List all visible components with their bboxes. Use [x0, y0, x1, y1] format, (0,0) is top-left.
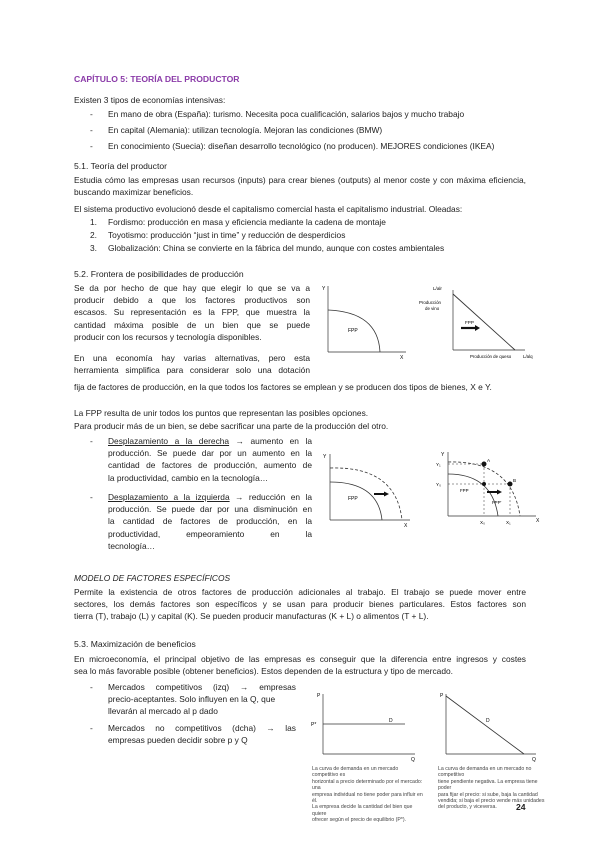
fpp-chart [318, 280, 410, 362]
arrow-head [384, 492, 389, 497]
y-axis-label: L/alr [433, 286, 442, 291]
list-item: 2. Toyotismo: producción “just in time” y reducción de desperdicios [90, 230, 346, 240]
point-a [482, 462, 487, 467]
modelo-title: MODELO DE FACTORES ESPECÍFICOS [74, 573, 231, 583]
point-b-label: B [513, 478, 517, 483]
q-axis-label: Q [532, 757, 536, 762]
s52-paragraph-economy-end: fija de factores de producción, en la que todos los factores se emplean y se producen dos tipos de bienes, X e Y. [74, 382, 492, 392]
point-b [508, 482, 513, 487]
section-5-2-title: 5.2. Frontera de posibilidades de producción [74, 269, 244, 279]
arrow-head [497, 490, 502, 495]
chapter-title: CAPÍTULO 5: TEORÍA DEL PRODUCTOR [74, 74, 240, 84]
y-axis-label: Y [441, 452, 445, 458]
s53-paragraph: En microeconomía, el principal objetivo de las empresas es conseguir que la diferencia entre ingresos y costes sea lo más favorable posible (obtener beneficios). Estos dependen de la estructura y tipo de mercado. [74, 654, 526, 677]
y-axis-label: Y [323, 454, 327, 460]
q-axis-label: Q [411, 757, 415, 762]
s52-paragraph-union: La FPP resulta de unir todos los puntos que representan las posibles opciones. [74, 408, 369, 418]
page-number: 24 [516, 802, 526, 812]
y1-label: Y₁ [436, 462, 441, 467]
list-item: - En conocimiento (Suecia): diseñan desarrollo tecnológico (no producen). MEJORES condiciones (IKEA) [90, 141, 495, 151]
s51-numbered-list [90, 216, 530, 255]
x-axis-label: Producción de queso [470, 354, 512, 359]
y0-label: Y₀ [436, 482, 441, 487]
caption-competitive: La curva de demanda en un mercado competitivo es horizontal a precio determinado por el mercado: una empresa individual no tiene poder para influir en él. La empresa decide la cantidad del bien que quiere ofrecer según el precio de equilibrio (P*). [312, 766, 423, 824]
p-axis-label: P [440, 693, 444, 699]
wine-label-2: de vino [425, 306, 440, 311]
point-a-label: A [487, 458, 491, 463]
fpp-line [453, 294, 515, 350]
fpp-shifted-label: FPP' [492, 500, 502, 505]
curve-label: FPP [348, 328, 358, 334]
list-item: - En capital (Alemania): utilizan tecnología. Mejoran las condiciones (BMW) [90, 125, 383, 135]
market-bullet-noncompetitive: - Mercados no competitivos (dcha) → las empresas pueden decidir sobre p y Q [90, 723, 296, 746]
x-axis-label: X [536, 518, 540, 524]
p-axis-label: P [317, 693, 321, 699]
y-axis-label: Y [322, 286, 326, 292]
list-item: 3. Globalización: China se convierte en la fábrica del mundo, aunque con costes ambientales [90, 243, 445, 253]
intro-bullet-list [90, 108, 530, 156]
demand-line [446, 696, 524, 754]
list-item: - En mano de obra (España): turismo. Necesita poca cualificación, salarios bajos y mucho trabajo [90, 109, 465, 119]
s52-paragraph-scarcity: Se da por hecho de que hay que elegir lo que se va a producir debido a que los factores productivos son escasos. Su representación es la FPP, que muestra la cantidad máxima posible de un bien que se puede producir con los recursos y tecnología disponibles. [74, 283, 310, 342]
market-bullet-competitive: - Mercados competitivos (izq) → empresas precio-aceptantes. Solo influyen en la Q, que llevarán al mercado al p dado [90, 682, 296, 717]
s52-paragraph-sacrifice: Para producir más de un bien, se debe sacrificar una parte de la producción del otro. [74, 421, 389, 431]
fpp-curve [448, 474, 498, 516]
modelo-paragraph: Permite la existencia de otros factores de producción adicionales al trabajo. El trabajo se puede mover entre sectores, los demás factores son específicos y se usan para producir bienes particulares. Estos factores son tierra (T), trabajo (L) y capital (K). Se pueden producir manufacturas (K + L) o alimentos (T + L). [74, 587, 526, 622]
x-axis-label: X [404, 523, 408, 529]
curve-label: FPP [348, 496, 358, 502]
s52-paragraph-economy: En una economía hay varias alternativas, pero esta herramienta simplifica para considerar solo una dotación [74, 353, 310, 376]
s51-paragraph-2: El sistema productivo evolucionó desde el capitalismo comercial hasta el capitalismo industrial. Oleadas: [74, 204, 463, 214]
section-5-3-title: 5.3. Maximización de beneficios [74, 639, 196, 649]
caption-noncompetitive: La curva de demanda en un mercado no competitivo tiene pendiente negativa. La empresa tiene poder para fijar el precio: si sube, baja la cantidad vendida; si baja el precio vende más unidades del producto, y viceversa. [438, 766, 545, 811]
s51-paragraph-1: Estudia cómo las empresas usan recursos (inputs) para crear bienes (outputs) al menor coste y con máxima eficiencia, buscando maximizar beneficios. [74, 175, 526, 198]
competitive-demand-chart [305, 690, 423, 762]
intro-lead: Existen 3 tipos de economías intensivas: [74, 95, 226, 105]
shift-bullet-right: - Desplazamiento a la derecha → aumento en la producción. Se puede dar por un aumento en la cantidad de factores de producción, aumento de la productividad, cambio en la tecnología… [90, 436, 312, 483]
x-axis-label: X [400, 355, 404, 361]
point-mid [482, 482, 486, 486]
shift-bullet-left: - Desplazamiento a la izquierda → reducción en la producción. Se puede dar por una disminución en la cantidad de factores de producción, en la productividad, empeoramiento en la tecnología… [90, 492, 312, 551]
fpp-label: FPP [460, 488, 469, 493]
wine-label-1: Producción [419, 300, 441, 305]
x-axis-unit: L/alq [523, 354, 533, 359]
section-5-1-title: 5.1. Teoría del productor [74, 161, 167, 171]
x0-label: X₀ [480, 520, 485, 525]
pstar-label: P* [311, 722, 317, 728]
d-label: D [486, 718, 490, 724]
fpp-label: FPP [465, 320, 474, 325]
fpp-shift-chart [320, 450, 415, 530]
arrow-head [475, 325, 480, 331]
wine-cheese-fpp-chart [415, 280, 545, 362]
fpp-shifted-curve [330, 468, 402, 520]
fpp-points-chart [432, 448, 542, 530]
x1-label: X₁ [506, 520, 511, 525]
list-item: 1. Fordismo: producción en masa y eficiencia mediante la cadena de montaje [90, 217, 386, 227]
d-label: D [389, 718, 393, 724]
noncompetitive-demand-chart [432, 690, 544, 762]
